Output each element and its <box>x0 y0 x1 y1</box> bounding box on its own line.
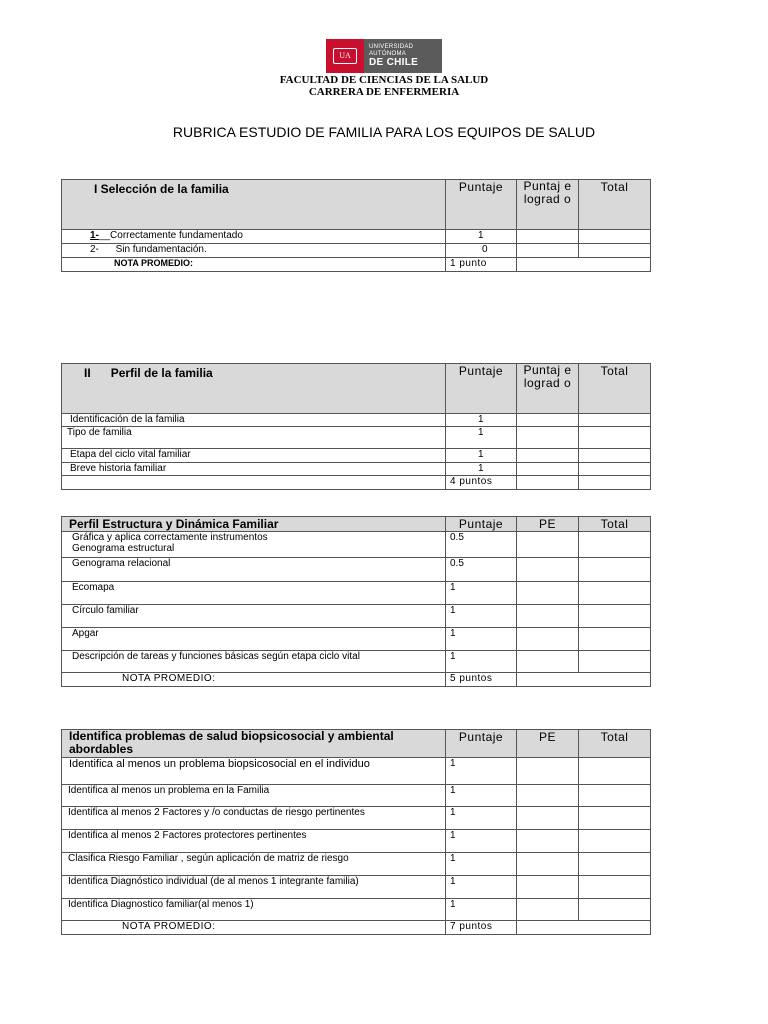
row-points: 1 <box>446 876 517 899</box>
faculty-name: FACULTAD DE CIENCIAS DE LA SALUD <box>279 74 489 86</box>
col-total: Total <box>579 180 651 230</box>
row-logrado <box>517 244 579 258</box>
section-heading <box>62 364 446 414</box>
nota-label: NOTA PROMEDIO: <box>62 921 446 935</box>
col-puntaje: Puntaje <box>446 517 517 532</box>
row-points: 1 <box>446 899 517 921</box>
row-label: Identifica Diagnostico familiar(al menos 1) <box>62 899 446 921</box>
row-label: Etapa del ciclo vital familiar <box>62 449 446 463</box>
row-points: 1 <box>446 427 517 449</box>
table-row <box>62 605 651 628</box>
table-row <box>62 558 651 582</box>
nota-empty <box>517 258 651 272</box>
col-total: Total <box>579 730 651 758</box>
row-number: 2- <box>90 244 99 255</box>
row-label: Correctamente fundamentado <box>110 230 243 241</box>
row-criterion: 1-__Correctamente fundamentado <box>62 230 446 244</box>
table-estructura-dinamica <box>61 516 651 687</box>
row-points: 1 <box>446 853 517 876</box>
nota-label: NOTA PROMEDIO: <box>62 673 446 687</box>
row-label: Apgar <box>62 628 446 651</box>
row-points: 1 <box>446 414 517 427</box>
logo-mark-text: UA <box>333 48 357 64</box>
nota-promedio-row <box>62 673 651 687</box>
row-points: 1 <box>446 628 517 651</box>
col-puntaje-logrado: Puntaj e lograd o <box>517 364 579 414</box>
col-pe: PE <box>517 730 579 758</box>
row-number: 1- <box>90 230 99 241</box>
row-label: Identifica al menos un problema en la Familia <box>62 785 446 807</box>
table-row <box>62 427 651 449</box>
table-row <box>62 449 651 463</box>
logo-mark <box>326 39 364 73</box>
table-row <box>62 532 651 558</box>
row-criterion <box>62 532 446 558</box>
table-row <box>62 230 651 244</box>
logo-line-1: UNIVERSIDAD <box>369 44 414 50</box>
table-row <box>62 899 651 921</box>
nota-promedio-row <box>62 258 651 272</box>
col-puntaje: Puntaje <box>446 180 517 230</box>
row-points: 1 <box>446 582 517 605</box>
row-points: 1 <box>446 830 517 853</box>
row-logrado <box>517 230 579 244</box>
career-name: CARRERA DE ENFERMERIA <box>308 86 460 98</box>
document-title: RUBRICA ESTUDIO DE FAMILIA PARA LOS EQUIPOS DE SALUD <box>172 124 596 140</box>
row-label: Círculo familiar <box>62 605 446 628</box>
row-label: Identifica al menos 2 Factores protectores pertinentes <box>62 830 446 853</box>
row-total <box>579 230 651 244</box>
table-row <box>62 582 651 605</box>
row-label: Identifica al menos un problema biopsicosocial en el individuo <box>62 758 446 785</box>
col-total: Total <box>579 364 651 414</box>
table-row <box>62 628 651 651</box>
nota-value: 5 puntos <box>446 673 517 687</box>
row-label: Gráfica y aplica correctamente instrumentos <box>72 532 268 543</box>
section-heading: I Selección de la familia <box>62 180 446 230</box>
row-label: Identifica al menos 2 Factores y /o conductas de riesgo pertinentes <box>62 807 446 830</box>
row-label: Tipo de familia <box>62 427 446 449</box>
row-points: 1 <box>446 758 517 785</box>
row-points: 1 <box>446 463 517 476</box>
row-points: 1 <box>446 449 517 463</box>
university-logo <box>326 39 442 73</box>
row-points: 1 <box>446 605 517 628</box>
table-problemas-salud <box>61 729 651 935</box>
row-label: Genograma relacional <box>62 558 446 582</box>
logo-wordmark <box>364 39 442 73</box>
section-number: II <box>84 366 91 380</box>
section-heading: Perfil Estructura y Dinámica Familiar <box>62 517 446 532</box>
row-label: Descripción de tareas y funciones básicas según etapa ciclo vital <box>62 651 446 673</box>
row-criterion <box>62 244 446 258</box>
row-label: Clasifica Riesgo Familiar , según aplicación de matriz de riesgo <box>62 853 446 876</box>
section-heading: Identifica problemas de salud biopsicosocial y ambiental abordables <box>62 730 446 758</box>
row-points: 0 <box>446 244 517 258</box>
row-label: Breve historia familiar <box>62 463 446 476</box>
col-puntaje-logrado: Puntaj e lograd o <box>517 180 579 230</box>
table-perfil-familia <box>61 363 651 490</box>
col-puntaje: Puntaje <box>446 730 517 758</box>
row-label: Ecomapa <box>62 582 446 605</box>
row-points: 1 <box>446 651 517 673</box>
table-row <box>62 785 651 807</box>
nota-promedio-row <box>62 921 651 935</box>
total-value: 4 puntos <box>446 476 517 490</box>
table-row <box>62 830 651 853</box>
table-row <box>62 651 651 673</box>
table-row <box>62 807 651 830</box>
row-total <box>579 244 651 258</box>
row-label: Identificación de la familia <box>62 414 446 427</box>
col-total: Total <box>579 517 651 532</box>
table-row <box>62 853 651 876</box>
total-row <box>62 476 651 490</box>
row-points: 0.5 <box>446 532 517 558</box>
table-seleccion-familia <box>61 179 651 272</box>
table-row <box>62 414 651 427</box>
table-row <box>62 463 651 476</box>
row-points: 1 <box>446 807 517 830</box>
logo-line-2: AUTÓNOMA <box>369 51 407 57</box>
logo-line-3: DE CHILE <box>369 57 419 68</box>
row-sublabel: Genograma estructural <box>72 543 175 554</box>
col-pe: PE <box>517 517 579 532</box>
row-points: 1 <box>446 785 517 807</box>
col-puntaje: Puntaje <box>446 364 517 414</box>
table-row <box>62 244 651 258</box>
row-label: Identifica Diagnóstico individual (de al menos 1 integrante familia) <box>62 876 446 899</box>
nota-value: 7 puntos <box>446 921 517 935</box>
row-label: Sin fundamentación. <box>115 244 207 255</box>
row-points: 1 <box>446 230 517 244</box>
nota-label: NOTA PROMEDIO: <box>62 258 446 272</box>
section-title: Perfil de la familia <box>110 366 213 380</box>
table-row <box>62 876 651 899</box>
table-row <box>62 758 651 785</box>
nota-value: 1 punto <box>446 258 517 272</box>
row-points: 0.5 <box>446 558 517 582</box>
